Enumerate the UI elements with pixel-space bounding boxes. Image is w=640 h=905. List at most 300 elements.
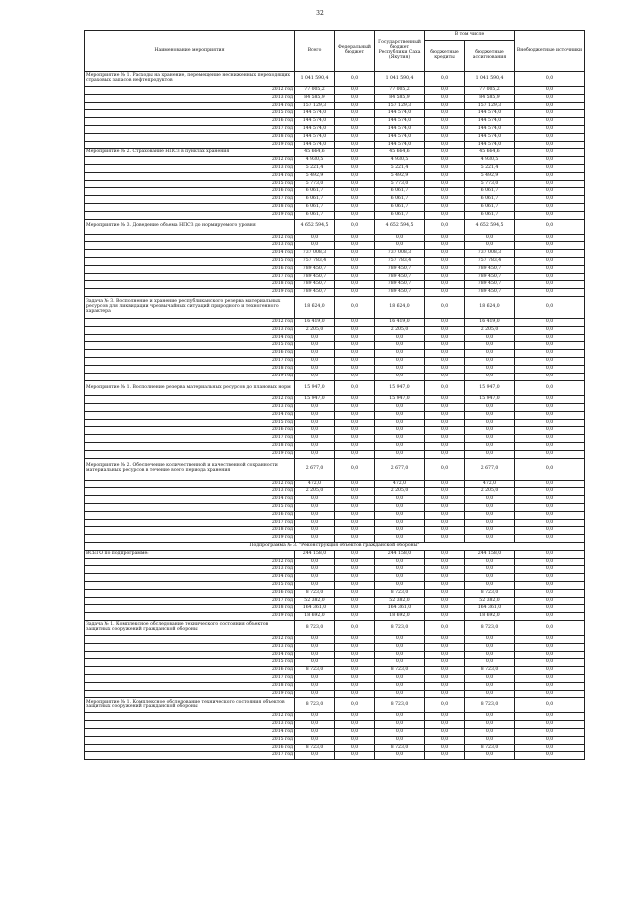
republic-cell: 789 450,7 bbox=[375, 273, 425, 281]
republic-cell: 6 061,7 bbox=[375, 203, 425, 211]
own-funds-cell: 0,0 bbox=[465, 736, 515, 744]
item-row bbox=[85, 698, 585, 713]
federal-cell: 0,0 bbox=[335, 744, 375, 752]
own-funds-cell: 77 005,2 bbox=[465, 87, 515, 95]
item-row bbox=[85, 621, 585, 636]
total-cell: 45 664,6 bbox=[295, 149, 335, 157]
own-funds-cell: 0,0 bbox=[465, 443, 515, 451]
federal-cell: 0,0 bbox=[335, 728, 375, 736]
credits-cell: 0,0 bbox=[425, 698, 465, 713]
federal-cell: 0,0 bbox=[335, 365, 375, 373]
off-budget-cell: 0,0 bbox=[515, 411, 585, 419]
republic-cell: 0,0 bbox=[375, 721, 425, 729]
credits-cell: 0,0 bbox=[425, 296, 465, 318]
row-label: 2017 год bbox=[85, 675, 295, 683]
federal-cell: 0,0 bbox=[335, 752, 375, 760]
row-label: 2015 год bbox=[85, 659, 295, 667]
year-row bbox=[85, 643, 585, 651]
row-label: 2017 год bbox=[85, 357, 295, 365]
credits-cell: 0,0 bbox=[425, 419, 465, 427]
republic-cell: 0,0 bbox=[375, 404, 425, 412]
credits-cell: 0,0 bbox=[425, 744, 465, 752]
off-budget-cell: 0,0 bbox=[515, 613, 585, 621]
federal-cell: 0,0 bbox=[335, 72, 375, 87]
year-row bbox=[85, 365, 585, 373]
federal-cell: 0,0 bbox=[335, 636, 375, 644]
republic-cell: 0,0 bbox=[375, 450, 425, 458]
republic-cell: 0,0 bbox=[375, 690, 425, 698]
row-label: 2017 год bbox=[85, 125, 295, 133]
year-row bbox=[85, 519, 585, 527]
year-row bbox=[85, 752, 585, 760]
total-cell: 472,0 bbox=[295, 480, 335, 488]
year-row bbox=[85, 659, 585, 667]
credits-cell: 0,0 bbox=[425, 752, 465, 760]
federal-cell: 0,0 bbox=[335, 427, 375, 435]
own-funds-cell: 2 205,0 bbox=[465, 326, 515, 334]
year-row bbox=[85, 527, 585, 535]
republic-cell: 8 723,0 bbox=[375, 621, 425, 636]
republic-cell: 15 947,0 bbox=[375, 381, 425, 396]
total-cell: 789 450,7 bbox=[295, 273, 335, 281]
republic-cell: 0,0 bbox=[375, 651, 425, 659]
federal-cell: 0,0 bbox=[335, 404, 375, 412]
total-cell: 0,0 bbox=[295, 404, 335, 412]
federal-cell: 0,0 bbox=[335, 574, 375, 582]
row-label: 2015 год bbox=[85, 504, 295, 512]
off-budget-cell: 0,0 bbox=[515, 427, 585, 435]
credits-cell: 0,0 bbox=[425, 682, 465, 690]
off-budget-cell: 0,0 bbox=[515, 157, 585, 165]
row-label: 2016 год bbox=[85, 118, 295, 126]
federal-cell: 0,0 bbox=[335, 550, 375, 558]
total-cell: 0,0 bbox=[295, 496, 335, 504]
credits-cell: 0,0 bbox=[425, 488, 465, 496]
row-label: 2014 год bbox=[85, 250, 295, 258]
row-label: 2018 год bbox=[85, 605, 295, 613]
year-row bbox=[85, 713, 585, 721]
republic-cell: 5 221,4 bbox=[375, 164, 425, 172]
own-funds-cell: 0,0 bbox=[465, 373, 515, 381]
republic-cell: 0,0 bbox=[375, 659, 425, 667]
republic-cell: 4 652 594,5 bbox=[375, 219, 425, 234]
federal-cell: 0,0 bbox=[335, 342, 375, 350]
off-budget-cell: 0,0 bbox=[515, 102, 585, 110]
total-cell: 0,0 bbox=[295, 334, 335, 342]
credits-cell: 0,0 bbox=[425, 636, 465, 644]
federal-cell: 0,0 bbox=[335, 435, 375, 443]
credits-cell: 0,0 bbox=[425, 180, 465, 188]
year-row bbox=[85, 566, 585, 574]
own-funds-cell: 0,0 bbox=[465, 365, 515, 373]
own-funds-cell: 1 041 590,4 bbox=[465, 72, 515, 87]
item-row bbox=[85, 219, 585, 234]
row-label: 2014 год bbox=[85, 334, 295, 342]
credits-cell: 0,0 bbox=[425, 713, 465, 721]
own-funds-cell: 0,0 bbox=[465, 435, 515, 443]
total-cell: 0,0 bbox=[295, 636, 335, 644]
row-label: Задача № 3. Восполнение и хранение республиканского резерва материальных ресурсов для ликвидации чрезвычайных ситуаций природного и техногенного характера bbox=[85, 296, 295, 318]
row-label: 2016 год bbox=[85, 589, 295, 597]
off-budget-cell: 0,0 bbox=[515, 118, 585, 126]
year-row bbox=[85, 373, 585, 381]
total-cell: 0,0 bbox=[295, 574, 335, 582]
row-label: 2018 год bbox=[85, 682, 295, 690]
year-row bbox=[85, 180, 585, 188]
row-label: 2013 год bbox=[85, 566, 295, 574]
off-budget-cell: 0,0 bbox=[515, 419, 585, 427]
off-budget-cell: 0,0 bbox=[515, 281, 585, 289]
header-total: Всего bbox=[295, 31, 335, 72]
year-row bbox=[85, 350, 585, 358]
off-budget-cell: 0,0 bbox=[515, 488, 585, 496]
credits-cell: 0,0 bbox=[425, 519, 465, 527]
off-budget-cell: 0,0 bbox=[515, 172, 585, 180]
year-row bbox=[85, 94, 585, 102]
credits-cell: 0,0 bbox=[425, 118, 465, 126]
republic-cell: 15 947,0 bbox=[375, 396, 425, 404]
credits-cell: 0,0 bbox=[425, 164, 465, 172]
row-label: 2014 год bbox=[85, 411, 295, 419]
total-cell: 5 221,4 bbox=[295, 164, 335, 172]
year-row bbox=[85, 496, 585, 504]
credits-cell: 0,0 bbox=[425, 141, 465, 149]
total-cell: 8 723,0 bbox=[295, 698, 335, 713]
item-row bbox=[85, 458, 585, 480]
total-cell: 0,0 bbox=[295, 736, 335, 744]
row-label: 2017 год bbox=[85, 273, 295, 281]
credits-cell: 0,0 bbox=[425, 566, 465, 574]
row-label: 2016 год bbox=[85, 350, 295, 358]
row-label: 2019 год bbox=[85, 450, 295, 458]
own-funds-cell: 0,0 bbox=[465, 496, 515, 504]
row-label: 2014 год bbox=[85, 574, 295, 582]
header-in-that-number: В том числе bbox=[425, 31, 515, 41]
row-label: 2015 год bbox=[85, 257, 295, 265]
year-row bbox=[85, 613, 585, 621]
federal-cell: 0,0 bbox=[335, 188, 375, 196]
credits-cell: 0,0 bbox=[425, 589, 465, 597]
year-row bbox=[85, 211, 585, 219]
republic-cell: 4 930,5 bbox=[375, 157, 425, 165]
federal-cell: 0,0 bbox=[335, 326, 375, 334]
row-label: 2019 год bbox=[85, 613, 295, 621]
federal-cell: 0,0 bbox=[335, 682, 375, 690]
off-budget-cell: 0,0 bbox=[515, 458, 585, 480]
off-budget-cell: 0,0 bbox=[515, 589, 585, 597]
federal-cell: 0,0 bbox=[335, 350, 375, 358]
federal-cell: 0,0 bbox=[335, 211, 375, 219]
row-label: 2018 год bbox=[85, 203, 295, 211]
total-cell: 0,0 bbox=[295, 752, 335, 760]
off-budget-cell: 0,0 bbox=[515, 752, 585, 760]
off-budget-cell: 0,0 bbox=[515, 643, 585, 651]
off-budget-cell: 0,0 bbox=[515, 667, 585, 675]
republic-cell: 0,0 bbox=[375, 234, 425, 242]
own-funds-cell: 144 574,0 bbox=[465, 110, 515, 118]
federal-cell: 0,0 bbox=[335, 334, 375, 342]
credits-cell: 0,0 bbox=[425, 342, 465, 350]
federal-cell: 0,0 bbox=[335, 675, 375, 683]
republic-cell: 789 450,7 bbox=[375, 289, 425, 297]
off-budget-cell: 0,0 bbox=[515, 605, 585, 613]
year-row bbox=[85, 281, 585, 289]
off-budget-cell: 0,0 bbox=[515, 164, 585, 172]
year-row bbox=[85, 582, 585, 590]
republic-cell: 1 041 590,4 bbox=[375, 72, 425, 87]
header-republic: Государственный бюджет Республики Саха (Якутия) bbox=[375, 31, 425, 72]
row-label: 2015 год bbox=[85, 180, 295, 188]
total-cell: 18 692,0 bbox=[295, 613, 335, 621]
own-funds-cell: 144 574,0 bbox=[465, 133, 515, 141]
row-label: 2016 год bbox=[85, 511, 295, 519]
republic-cell: 789 450,7 bbox=[375, 265, 425, 273]
federal-cell: 0,0 bbox=[335, 582, 375, 590]
own-funds-cell: 0,0 bbox=[465, 357, 515, 365]
federal-cell: 0,0 bbox=[335, 659, 375, 667]
federal-cell: 0,0 bbox=[335, 496, 375, 504]
year-row bbox=[85, 651, 585, 659]
own-funds-cell: 164 361,0 bbox=[465, 605, 515, 613]
credits-cell: 0,0 bbox=[425, 203, 465, 211]
federal-cell: 0,0 bbox=[335, 87, 375, 95]
total-cell: 0,0 bbox=[295, 427, 335, 435]
own-funds-cell: 8 723,0 bbox=[465, 589, 515, 597]
republic-cell: 0,0 bbox=[375, 713, 425, 721]
republic-cell: 16 419,0 bbox=[375, 318, 425, 326]
credits-cell: 0,0 bbox=[425, 373, 465, 381]
row-label: 2016 год bbox=[85, 427, 295, 435]
federal-cell: 0,0 bbox=[335, 172, 375, 180]
off-budget-cell: 0,0 bbox=[515, 211, 585, 219]
year-row bbox=[85, 318, 585, 326]
row-label: 2014 год bbox=[85, 172, 295, 180]
total-cell: 0,0 bbox=[295, 419, 335, 427]
credits-cell: 0,0 bbox=[425, 480, 465, 488]
federal-cell: 0,0 bbox=[335, 443, 375, 451]
off-budget-cell: 0,0 bbox=[515, 342, 585, 350]
own-funds-cell: 789 450,7 bbox=[465, 265, 515, 273]
year-row bbox=[85, 682, 585, 690]
row-label: 2019 год bbox=[85, 373, 295, 381]
total-cell: 0,0 bbox=[295, 675, 335, 683]
credits-cell: 0,0 bbox=[425, 396, 465, 404]
federal-cell: 0,0 bbox=[335, 558, 375, 566]
row-label: Мероприятие № 2. Обеспечение количественной и качественной сохранности материальных ресурсов в течение всего периода хранения bbox=[85, 458, 295, 480]
own-funds-cell: 0,0 bbox=[465, 659, 515, 667]
off-budget-cell: 0,0 bbox=[515, 110, 585, 118]
year-row bbox=[85, 289, 585, 297]
off-budget-cell: 0,0 bbox=[515, 188, 585, 196]
row-label: Мероприятие № 2. Страхование НПСЗ в пунктах хранения bbox=[85, 149, 295, 157]
federal-cell: 0,0 bbox=[335, 157, 375, 165]
row-label: 2017 год bbox=[85, 435, 295, 443]
credits-cell: 0,0 bbox=[425, 250, 465, 258]
row-label: 2014 год bbox=[85, 651, 295, 659]
republic-cell: 0,0 bbox=[375, 357, 425, 365]
year-row bbox=[85, 102, 585, 110]
row-label: 2013 год bbox=[85, 164, 295, 172]
total-cell: 0,0 bbox=[295, 242, 335, 250]
year-row bbox=[85, 188, 585, 196]
credits-cell: 0,0 bbox=[425, 613, 465, 621]
federal-cell: 0,0 bbox=[335, 621, 375, 636]
republic-cell: 52 382,0 bbox=[375, 597, 425, 605]
year-row bbox=[85, 133, 585, 141]
off-budget-cell: 0,0 bbox=[515, 219, 585, 234]
own-funds-cell: 15 947,0 bbox=[465, 396, 515, 404]
own-funds-cell: 0,0 bbox=[465, 535, 515, 543]
credits-cell: 0,0 bbox=[425, 404, 465, 412]
off-budget-cell: 0,0 bbox=[515, 698, 585, 713]
credits-cell: 0,0 bbox=[425, 411, 465, 419]
own-funds-cell: 84 585,9 bbox=[465, 94, 515, 102]
total-cell: 244 158,0 bbox=[295, 550, 335, 558]
total-cell: 0,0 bbox=[295, 234, 335, 242]
year-row bbox=[85, 396, 585, 404]
credits-cell: 0,0 bbox=[425, 281, 465, 289]
own-funds-cell: 15 947,0 bbox=[465, 381, 515, 396]
republic-cell: 144 574,0 bbox=[375, 125, 425, 133]
row-label: 2017 год bbox=[85, 196, 295, 204]
total-cell: 8 723,0 bbox=[295, 621, 335, 636]
credits-cell: 0,0 bbox=[425, 675, 465, 683]
federal-cell: 0,0 bbox=[335, 713, 375, 721]
credits-cell: 0,0 bbox=[425, 511, 465, 519]
credits-cell: 0,0 bbox=[425, 574, 465, 582]
row-label: 2012 год bbox=[85, 713, 295, 721]
off-budget-cell: 0,0 bbox=[515, 133, 585, 141]
header-off-budget: Внебюджетные источники bbox=[515, 31, 585, 72]
row-label: 2019 год bbox=[85, 535, 295, 543]
row-label: 2013 год bbox=[85, 326, 295, 334]
row-label: 2012 год bbox=[85, 234, 295, 242]
year-row bbox=[85, 450, 585, 458]
own-funds-cell: 4 652 594,5 bbox=[465, 219, 515, 234]
own-funds-cell: 18 692,0 bbox=[465, 613, 515, 621]
republic-cell: 0,0 bbox=[375, 427, 425, 435]
credits-cell: 0,0 bbox=[425, 196, 465, 204]
federal-cell: 0,0 bbox=[335, 651, 375, 659]
republic-cell: 18 624,0 bbox=[375, 296, 425, 318]
federal-cell: 0,0 bbox=[335, 411, 375, 419]
credits-cell: 0,0 bbox=[425, 381, 465, 396]
own-funds-cell: 8 723,0 bbox=[465, 698, 515, 713]
republic-cell: 0,0 bbox=[375, 643, 425, 651]
off-budget-cell: 0,0 bbox=[515, 443, 585, 451]
own-funds-cell: 144 574,0 bbox=[465, 118, 515, 126]
republic-cell: 0,0 bbox=[375, 435, 425, 443]
republic-cell: 45 664,6 bbox=[375, 149, 425, 157]
total-cell: 0,0 bbox=[295, 643, 335, 651]
republic-cell: 0,0 bbox=[375, 496, 425, 504]
row-label: 2018 год bbox=[85, 281, 295, 289]
off-budget-cell: 0,0 bbox=[515, 480, 585, 488]
row-label: 2015 год bbox=[85, 582, 295, 590]
republic-cell: 0,0 bbox=[375, 365, 425, 373]
total-cell: 0,0 bbox=[295, 566, 335, 574]
off-budget-cell: 0,0 bbox=[515, 94, 585, 102]
own-funds-cell: 2 677,0 bbox=[465, 458, 515, 480]
republic-cell: 0,0 bbox=[375, 443, 425, 451]
federal-cell: 0,0 bbox=[335, 265, 375, 273]
federal-cell: 0,0 bbox=[335, 566, 375, 574]
year-row bbox=[85, 558, 585, 566]
credits-cell: 0,0 bbox=[425, 265, 465, 273]
federal-cell: 0,0 bbox=[335, 535, 375, 543]
off-budget-cell: 0,0 bbox=[515, 566, 585, 574]
own-funds-cell: 0,0 bbox=[465, 411, 515, 419]
federal-cell: 0,0 bbox=[335, 289, 375, 297]
credits-cell: 0,0 bbox=[425, 211, 465, 219]
off-budget-cell: 0,0 bbox=[515, 736, 585, 744]
total-cell: 0,0 bbox=[295, 519, 335, 527]
table-body bbox=[85, 72, 585, 760]
total-cell: 0,0 bbox=[295, 713, 335, 721]
off-budget-cell: 0,0 bbox=[515, 404, 585, 412]
year-row bbox=[85, 605, 585, 613]
credits-cell: 0,0 bbox=[425, 450, 465, 458]
row-label: 2019 год bbox=[85, 141, 295, 149]
federal-cell: 0,0 bbox=[335, 357, 375, 365]
year-row bbox=[85, 110, 585, 118]
federal-cell: 0,0 bbox=[335, 605, 375, 613]
year-row bbox=[85, 234, 585, 242]
row-label: 2012 год bbox=[85, 480, 295, 488]
total-cell: 144 574,0 bbox=[295, 125, 335, 133]
credits-cell: 0,0 bbox=[425, 435, 465, 443]
year-row bbox=[85, 196, 585, 204]
row-label: 2019 год bbox=[85, 211, 295, 219]
own-funds-cell: 5 221,4 bbox=[465, 164, 515, 172]
year-row bbox=[85, 667, 585, 675]
row-label: 2019 год bbox=[85, 690, 295, 698]
own-funds-cell: 0,0 bbox=[465, 350, 515, 358]
own-funds-cell: 0,0 bbox=[465, 690, 515, 698]
off-budget-cell: 0,0 bbox=[515, 250, 585, 258]
total-cell: 757 783,4 bbox=[295, 257, 335, 265]
credits-cell: 0,0 bbox=[425, 273, 465, 281]
total-cell: 0,0 bbox=[295, 411, 335, 419]
total-cell: 6 061,7 bbox=[295, 196, 335, 204]
table-header bbox=[85, 31, 585, 72]
total-cell: 0,0 bbox=[295, 342, 335, 350]
own-funds-cell: 0,0 bbox=[465, 682, 515, 690]
credits-cell: 0,0 bbox=[425, 318, 465, 326]
credits-cell: 0,0 bbox=[425, 659, 465, 667]
year-row bbox=[85, 334, 585, 342]
own-funds-cell: 0,0 bbox=[465, 582, 515, 590]
total-cell: 5 492,9 bbox=[295, 172, 335, 180]
section-row bbox=[85, 543, 585, 551]
off-budget-cell: 0,0 bbox=[515, 690, 585, 698]
year-row bbox=[85, 342, 585, 350]
year-row bbox=[85, 203, 585, 211]
credits-cell: 0,0 bbox=[425, 157, 465, 165]
year-row bbox=[85, 357, 585, 365]
federal-cell: 0,0 bbox=[335, 736, 375, 744]
republic-cell: 2 205,0 bbox=[375, 326, 425, 334]
total-cell: 144 574,0 bbox=[295, 118, 335, 126]
row-label: 2019 год bbox=[85, 289, 295, 297]
federal-cell: 0,0 bbox=[335, 164, 375, 172]
federal-cell: 0,0 bbox=[335, 296, 375, 318]
off-budget-cell: 0,0 bbox=[515, 234, 585, 242]
year-row bbox=[85, 125, 585, 133]
own-funds-cell: 0,0 bbox=[465, 721, 515, 729]
total-cell: 8 723,0 bbox=[295, 744, 335, 752]
off-budget-cell: 0,0 bbox=[515, 651, 585, 659]
